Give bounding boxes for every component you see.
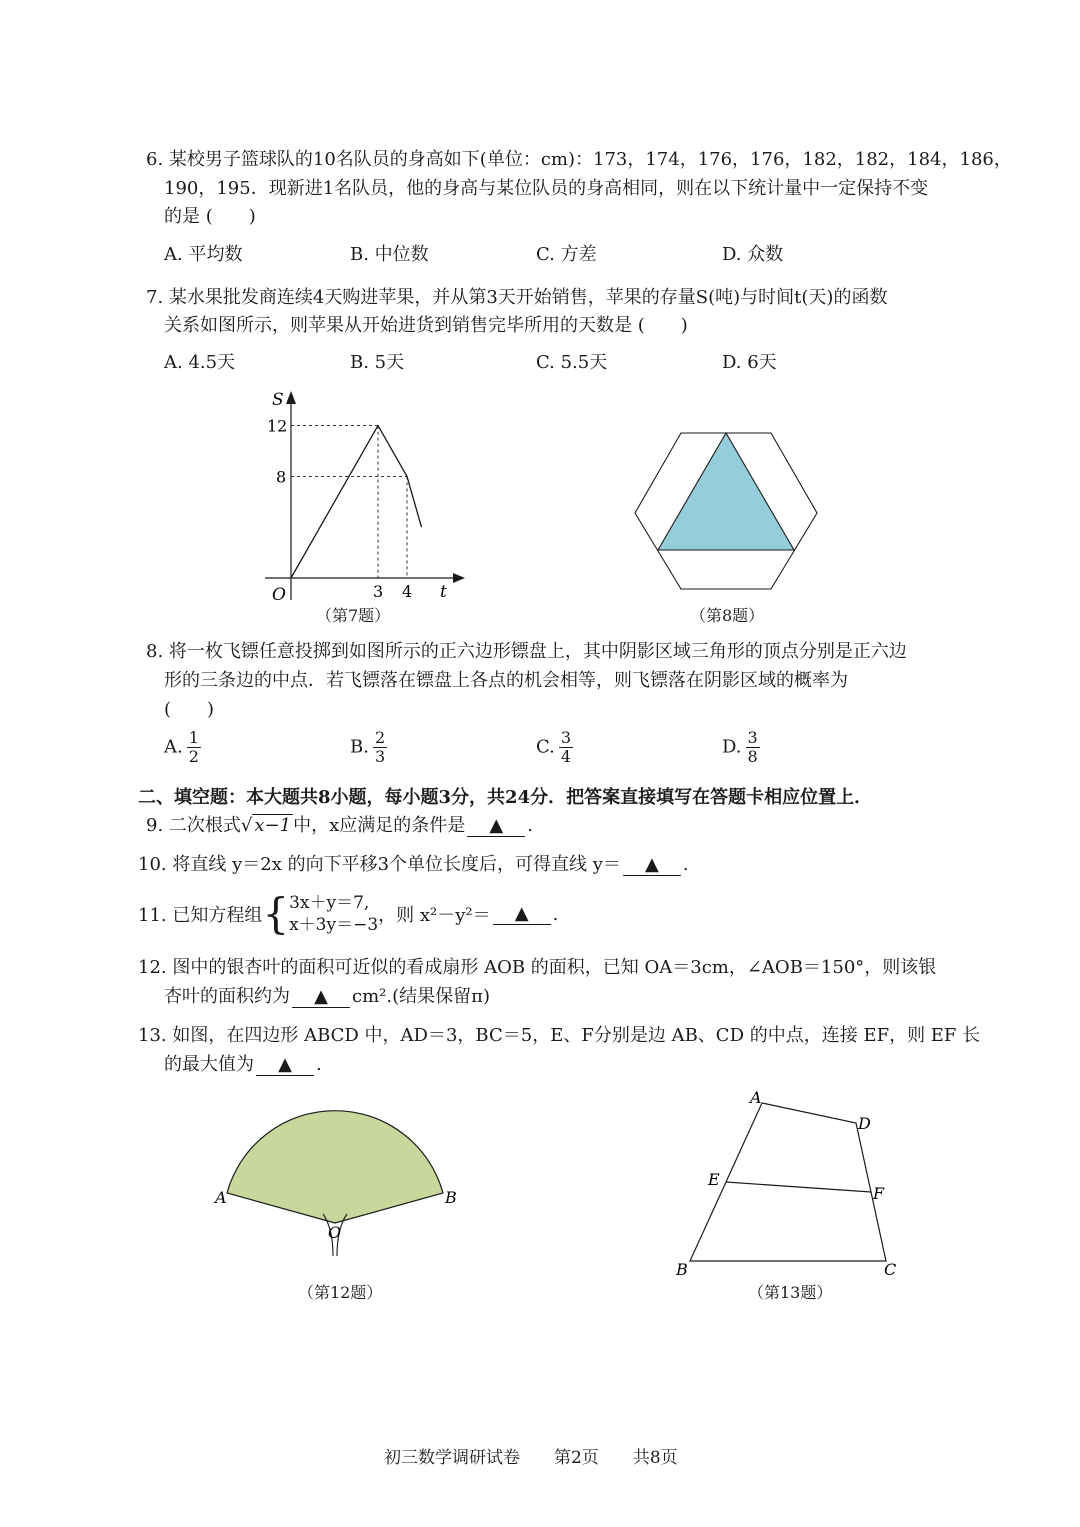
numerator: 2 (374, 728, 386, 747)
ginkgo-sector (227, 1111, 443, 1223)
point-f-label: F (873, 1184, 885, 1203)
q13-caption: （第13题） (748, 1283, 833, 1302)
q12-answer-blank[interactable]: ▲ (292, 987, 350, 1008)
y-axis-arrow (286, 391, 296, 404)
section2-heading: 二、填空题：本大题共8小题，每小题3分，共24分．把答案直接填写在答题卡相应位置上． (138, 787, 873, 808)
q7-line1: 7. 某水果批发商连续4天购进苹果，并从第3天开始销售，苹果的存量S(吨)与时间t(天)的函数 (146, 287, 888, 308)
q8-option-d-fraction (746, 730, 760, 765)
q12-ginkgo-sector-figure (205, 1088, 470, 1268)
q6-option-c[interactable]: C. 方差 (536, 244, 597, 265)
q7-line2: 关系如图所示，则苹果从开始进货到销售完毕所用的天数是 ( ) (164, 315, 688, 336)
q8-option-a-label: A. (164, 736, 183, 758)
q11-line (138, 889, 559, 938)
denominator: 2 (188, 747, 199, 766)
q8-option-d[interactable] (722, 730, 760, 765)
q11-brace: { (262, 889, 290, 938)
point-a-label: A (750, 1088, 762, 1107)
q8-line2: 形的三条边的中点．若飞镖落在镖盘上各点的机会相等，则飞镖落在阴影区域的概率为 (164, 670, 848, 691)
q11-prefix: 11. 已知方程组 (138, 905, 263, 926)
q6-line2: 190，195．现新进1名队员，他的身高与某位队员的身高相同，则在以下统计量中一定保持不变 (164, 178, 929, 199)
q8-option-a[interactable] (164, 730, 201, 765)
q8-line1: 8. 将一枚飞镖任意投掷到如图所示的正六边形镖盘上，其中阴影区域三角形的顶点分别是正六边 (146, 641, 907, 662)
q10-answer-blank[interactable]: ▲ (623, 855, 681, 876)
point-o-label: O (328, 1223, 342, 1242)
point-b-label: B (676, 1260, 688, 1279)
q12-post: cm².(结果保留π) (352, 986, 490, 1007)
q8-caption: （第8题） (690, 606, 765, 625)
q9-radicand: x−1 (254, 815, 292, 836)
origin-label: O (272, 585, 286, 605)
y-tick-label: 12 (267, 416, 288, 436)
q12-prefix: 杏叶的面积约为 (164, 986, 290, 1007)
q10-line (138, 851, 689, 879)
numerator: 3 (560, 728, 572, 747)
q7-function-chart (250, 385, 480, 610)
q8-option-b[interactable] (350, 730, 387, 765)
q6-line1: 6. 某校男子篮球队的10名队员的身高如下(单位：cm)：173，174，176，176，182，182，184，186， (146, 149, 1012, 170)
q8-option-c-fraction (559, 730, 573, 765)
numerator: 1 (188, 728, 199, 747)
series-line (291, 426, 422, 578)
q11-system (289, 892, 378, 936)
point-e-label: E (708, 1170, 720, 1189)
q8-line3: ( ) (164, 699, 215, 720)
denominator: 3 (374, 747, 386, 766)
x-axis-arrow (453, 573, 465, 583)
q9-end: . (527, 815, 533, 836)
q11-end: . (552, 903, 559, 925)
q9-line (146, 812, 533, 840)
q13-end: . (316, 1054, 322, 1075)
q11-answer-blank[interactable]: ▲ (493, 904, 551, 925)
denominator: 4 (560, 747, 572, 766)
q11-eq1: 3x＋y＝7, (289, 893, 370, 913)
q8-option-b-fraction (373, 730, 387, 765)
q8-option-c-label: C. (536, 736, 555, 758)
q7-option-b[interactable]: B. 5天 (350, 352, 405, 373)
q13-answer-blank[interactable]: ▲ (256, 1055, 314, 1076)
segment-ef (726, 1182, 871, 1192)
point-d-label: D (858, 1114, 871, 1133)
denominator: 8 (747, 747, 758, 766)
x-tick-label: 4 (402, 582, 413, 601)
x-axis-label: t (440, 582, 447, 602)
q8-hexagon-figure (628, 425, 824, 595)
point-c-label: C (884, 1260, 897, 1279)
q9-answer-blank[interactable]: ▲ (467, 816, 525, 837)
point-b-label: B (445, 1188, 457, 1207)
y-axis-label: S (272, 390, 284, 410)
q13-line2 (164, 1051, 322, 1079)
q11-post: ，则 x²－y²＝ (378, 905, 491, 926)
q6-option-a[interactable]: A. 平均数 (164, 244, 243, 265)
q8-option-b-label: B. (350, 736, 369, 758)
page-footer: 初三数学调研试卷 第2页 共8页 (384, 1448, 678, 1468)
numerator: 3 (747, 728, 758, 747)
q9-post: 中，x应满足的条件是 (293, 815, 466, 836)
q11-eq2: x＋3y＝−3 (289, 915, 379, 935)
q6-line3: 的是 ( ) (164, 206, 256, 227)
y-tick-label: 8 (276, 467, 287, 487)
q13-line1: 13. 如图，在四边形 ABCD 中，AD＝3，BC＝5，E、F分别是边 AB、CD 的中点，连接 EF，则 EF 长 (138, 1025, 981, 1046)
q9-prefix: 9. 二次根式 (146, 815, 241, 836)
q6-option-d[interactable]: D. 众数 (722, 244, 784, 265)
q12-line1: 12. 图中的银杏叶的面积可近似的看成扇形 AOB 的面积，已知 OA＝3cm，∠AOB＝150°，则该银 (138, 957, 937, 978)
q13-prefix: 的最大值为 (164, 1054, 254, 1075)
x-tick-label: 3 (373, 582, 384, 601)
shaded-triangle (658, 433, 794, 550)
q8-option-c[interactable] (536, 730, 573, 765)
q12-line2 (164, 983, 490, 1011)
q10-prefix: 10. 将直线 y＝2x 的向下平移3个单位长度后，可得直线 y＝ (138, 854, 621, 875)
q12-caption: （第12题） (298, 1283, 383, 1302)
q7-caption: （第7题） (316, 606, 391, 625)
q7-option-c[interactable]: C. 5.5天 (536, 352, 608, 373)
point-a-label: A (215, 1188, 227, 1207)
q7-option-a[interactable]: A. 4.5天 (164, 352, 236, 373)
q8-option-d-label: D. (722, 736, 742, 758)
q10-end: . (682, 854, 689, 875)
sqrt-sign: √ (240, 815, 253, 836)
q6-option-b[interactable]: B. 中位数 (350, 244, 429, 265)
q7-option-d[interactable]: D. 6天 (722, 352, 777, 373)
q8-option-a-fraction (187, 730, 201, 765)
q13-quadrilateral-figure (670, 1085, 910, 1280)
